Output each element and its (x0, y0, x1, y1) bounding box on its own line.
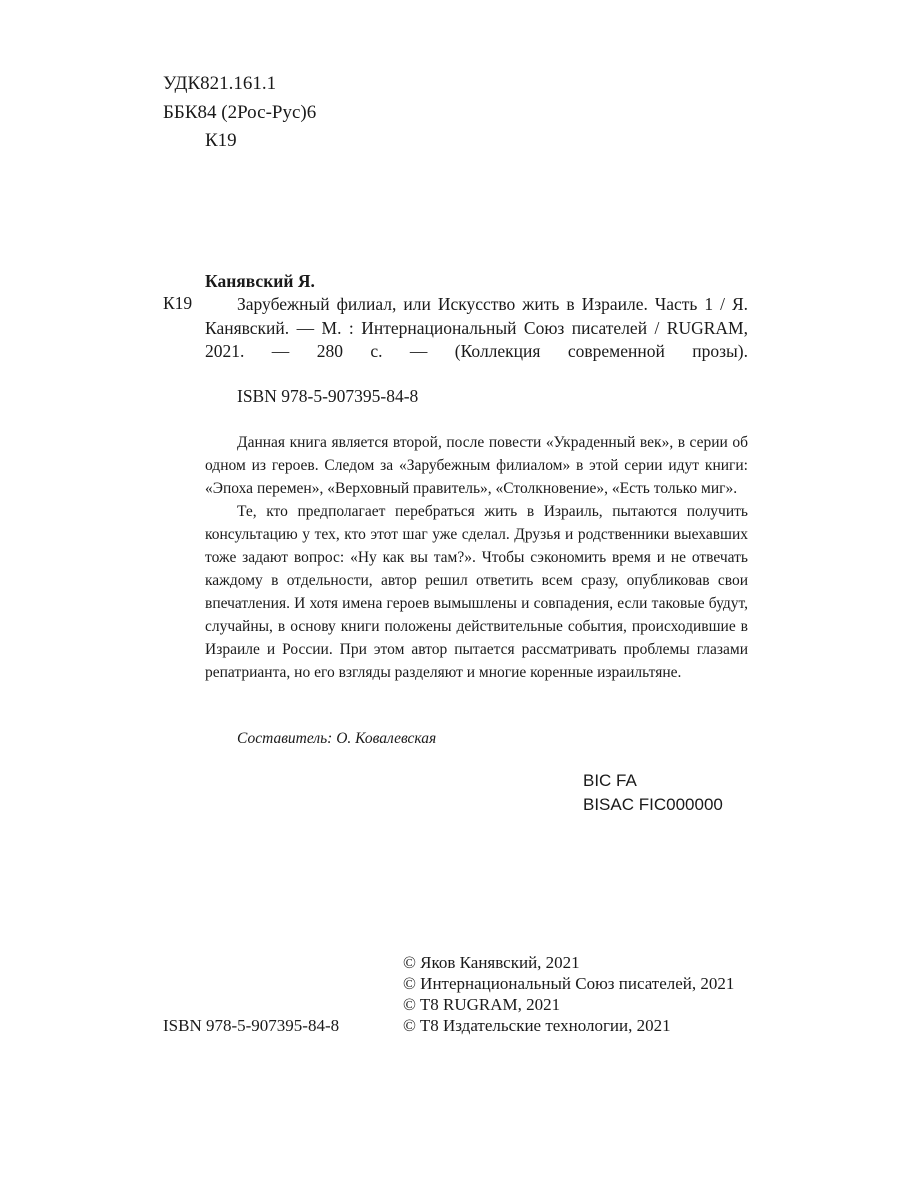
udk-code: УДК821.161.1 (163, 73, 277, 94)
annotation-paragraph: Те, кто предполагает перебраться жить в Израиль, пытаются получить консультацию у тех, кто этот шаг уже сделал. Друзья и родственники выехавших тоже задают вопрос: «Ну как вы там?». Чтобы сэкономить время и не отвечать каждому в отдельности, автор решил ответить всем сразу, опубликовав свои впечатления. И хотя имена героев вымышлены и совпадения, если таковые будут, случайны, в основу книги положены действительные события, происходившие в Израиле и России. При этом автор пытается рассматривать проблемы глазами репатрианта, но его взгляды разделяют и многие коренные израильтяне. (205, 503, 748, 681)
copyright-line: © Яков Канявский, 2021 (403, 953, 580, 972)
bib-author-mark: К19 (163, 293, 193, 313)
bisac-code: BISAC FIC000000 (583, 795, 723, 814)
bibliographic-description (205, 293, 748, 364)
author-name: Канявский Я. (205, 271, 315, 291)
compiler: Составитель: О. Ковалевская (237, 730, 437, 747)
bic-code: BIC FA (583, 771, 637, 790)
copyright-line: © T8 RUGRAM, 2021 (403, 995, 561, 1014)
description-text: Зарубежный филиал, или Искусство жить в Израиле. Часть 1 / Я. Канявский. — М. : Интернациональный Союз писателей / RUGRAM, 2021. — 280 с. — (Коллекция современной прозы). (205, 294, 748, 361)
bbk-code: ББК84 (2Рос-Рус)6 (163, 102, 317, 123)
copyright-line: © T8 Издательские технологии, 2021 (403, 1016, 671, 1035)
footer-isbn: ISBN 978-5-907395-84-8 (163, 1016, 340, 1035)
author-mark: К19 (205, 130, 237, 151)
isbn: ISBN 978-5-907395-84-8 (237, 386, 419, 406)
annotation-paragraph: Данная книга является второй, после повести «Украденный век», в серии об одном из героев. Следом за «Зарубежным филиалом» в этой серии идут книги: «Эпоха перемен», «Верховный правитель», «Столкновение», «Есть только миг». (205, 434, 748, 497)
copyright-line: © Интернациональный Союз писателей, 2021 (403, 974, 735, 993)
annotation (205, 431, 748, 684)
